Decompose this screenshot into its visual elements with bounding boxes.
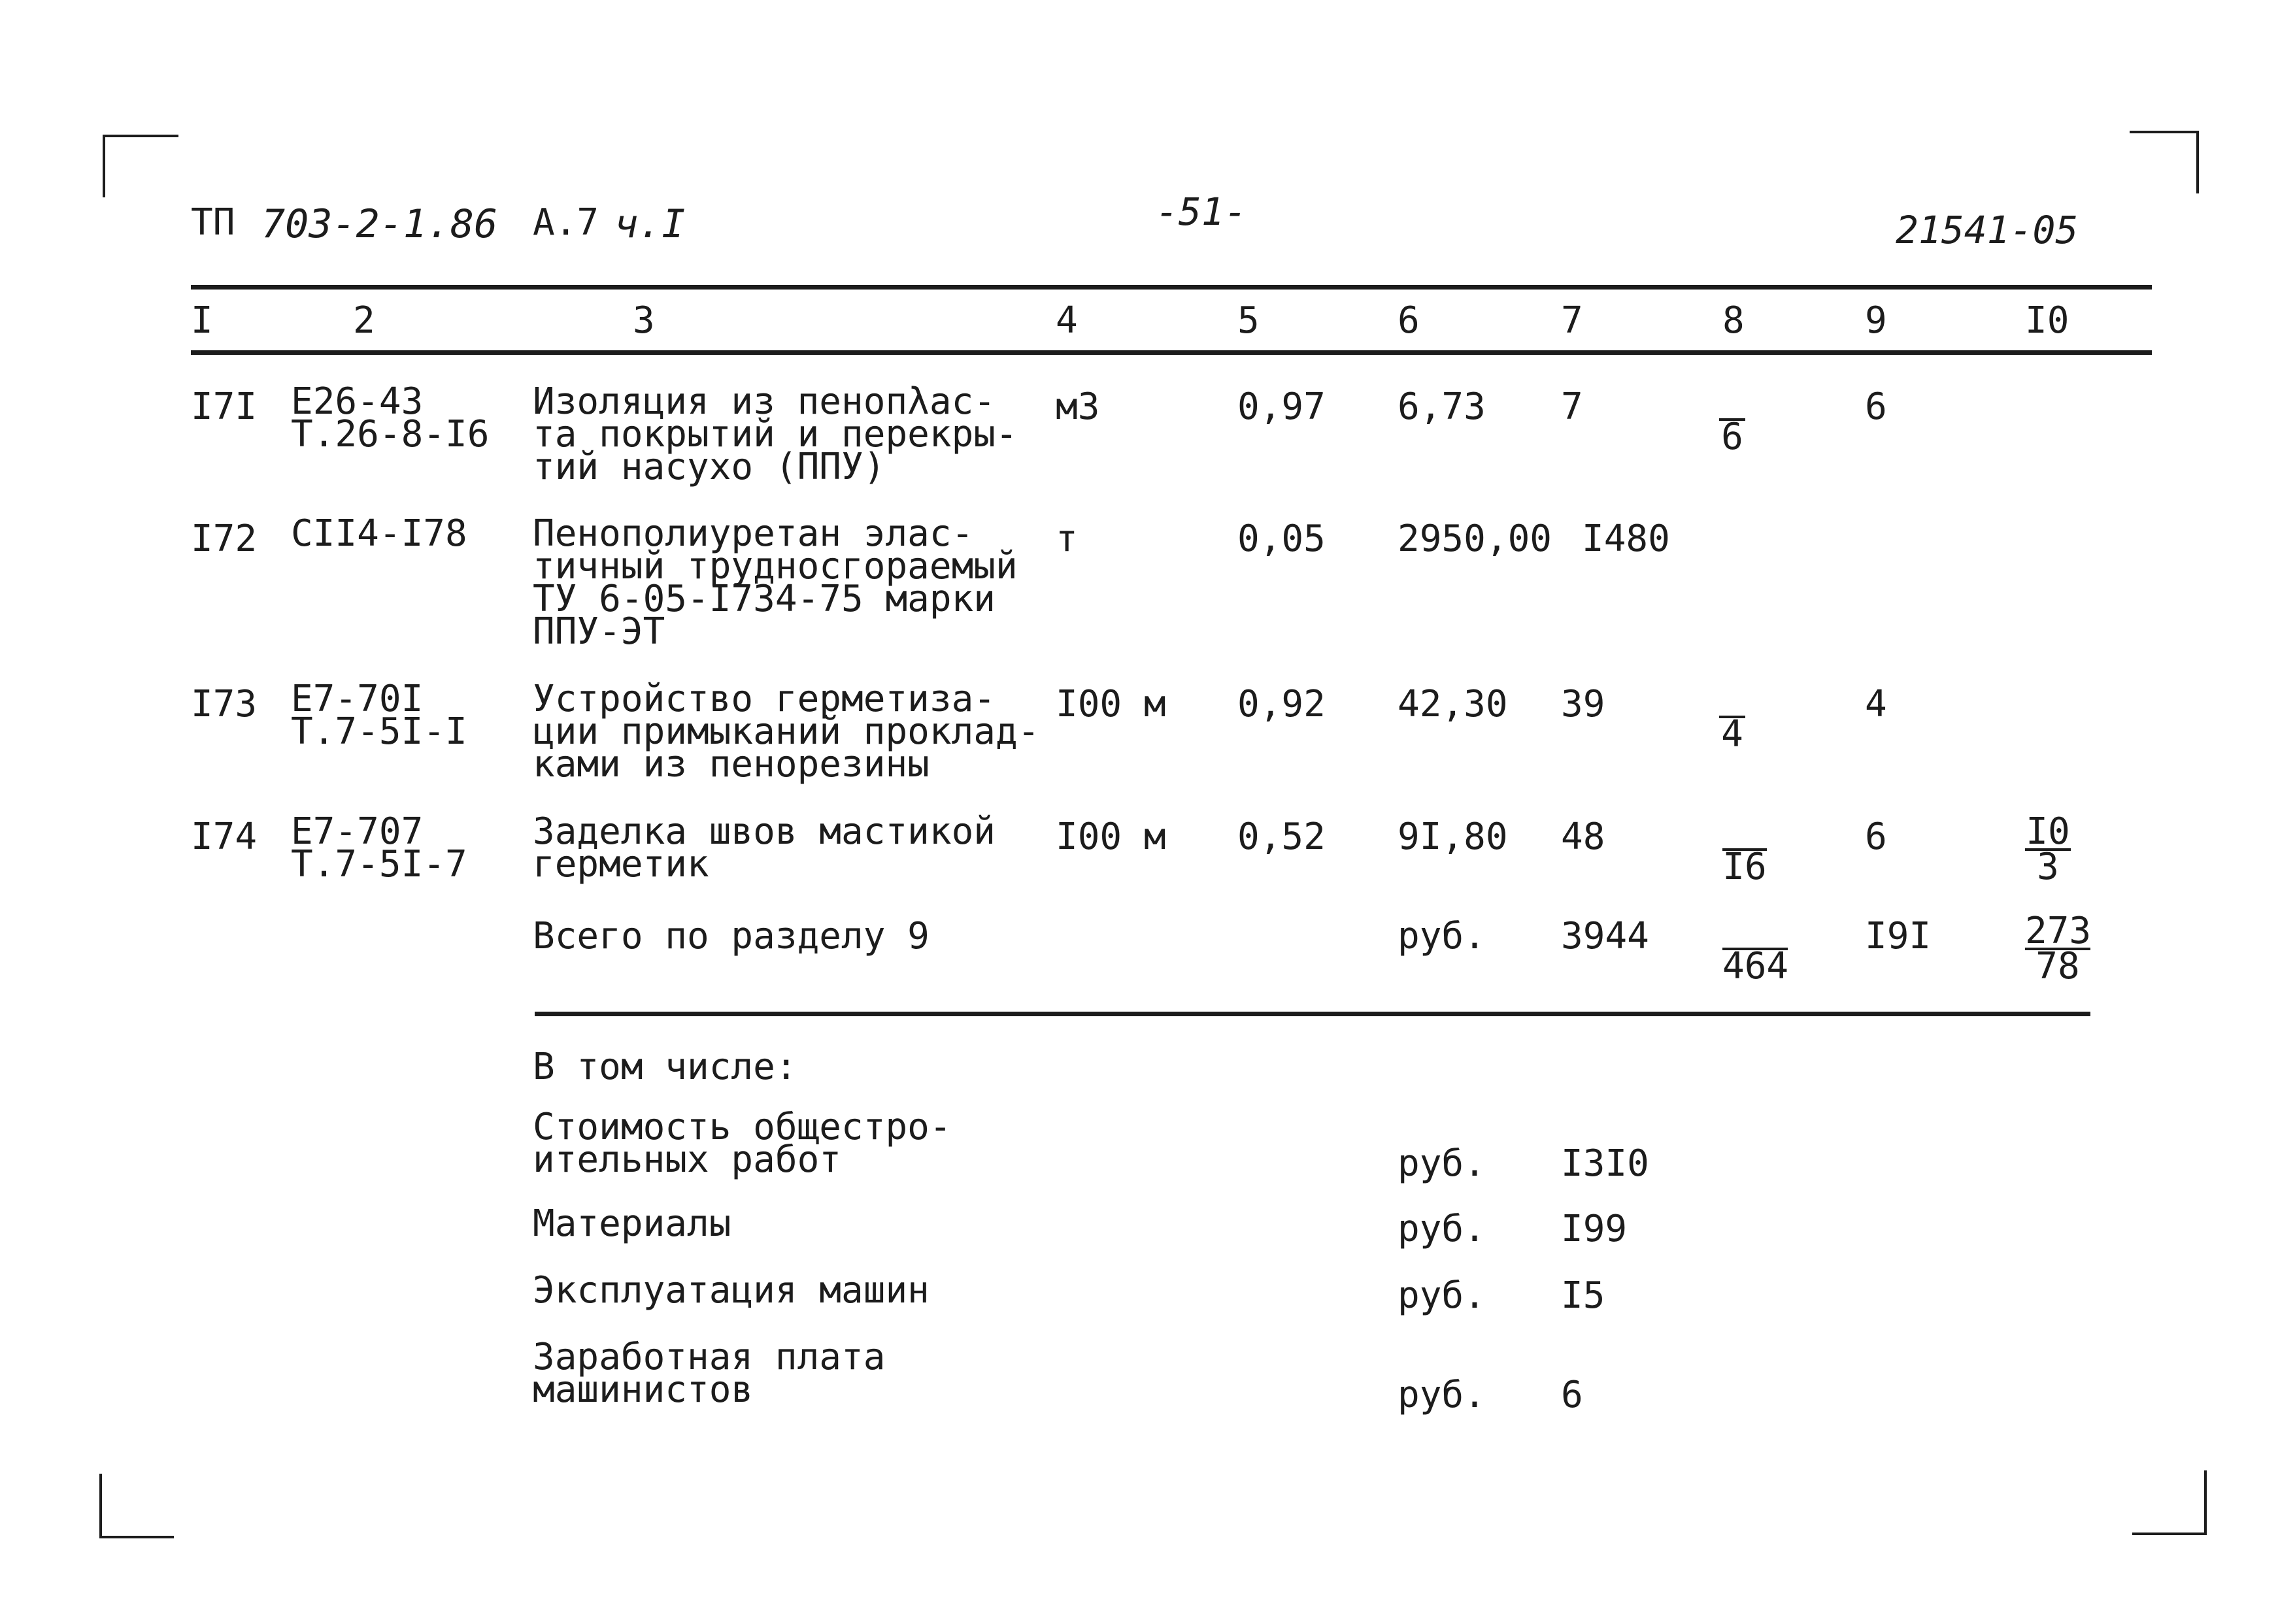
row-unit-price: 42,30 xyxy=(1398,683,1508,725)
col-header-9: 9 xyxy=(1865,299,1887,342)
section-total-rule xyxy=(535,1012,2090,1016)
breakdown-unit: руб. xyxy=(1398,1142,1486,1185)
breakdown-unit: руб. xyxy=(1398,1374,1486,1416)
fraction-denominator: 4 xyxy=(1721,713,1743,755)
row-number: I72 xyxy=(191,518,258,560)
name-line: ции примыканий проклад- xyxy=(533,710,1040,753)
name-line: Устройство герметиза- xyxy=(533,678,996,720)
col-header-1: I xyxy=(191,299,213,342)
breakdown-value: I99 xyxy=(1561,1208,1628,1250)
col-header-5: 5 xyxy=(1237,299,1260,342)
fraction-denominator: 78 xyxy=(2035,945,2080,987)
breakdown-unit: руб. xyxy=(1398,1208,1486,1250)
section-total-label: Всего по разделу 9 xyxy=(533,915,930,957)
label-line: машинистов xyxy=(533,1368,754,1411)
row-unit: т xyxy=(1056,518,1078,560)
section-total-cost: 3944 xyxy=(1561,915,1649,957)
name-line: тий насухо (ППУ) xyxy=(533,446,886,488)
breakdown-label xyxy=(533,1202,731,1245)
project-number: 703-2-1.86 xyxy=(261,201,498,247)
row-code xyxy=(291,512,467,555)
row-total-cost: 7 xyxy=(1561,386,1583,428)
row-col9: 4 xyxy=(1865,683,1887,725)
name-line: ППУ-ЭТ xyxy=(533,610,665,653)
breakdown-value: I5 xyxy=(1561,1274,1605,1317)
row-code xyxy=(291,678,467,753)
row-number: I73 xyxy=(191,683,258,725)
fraction-denominator: 6 xyxy=(1721,416,1743,458)
table-header-rule xyxy=(191,350,2152,355)
corner-mark-bottom-right xyxy=(2132,1470,2207,1535)
fraction-denominator: 3 xyxy=(2037,846,2059,888)
name-line: ками из пенорезины xyxy=(533,743,930,786)
code-line: Т.7-5I-I xyxy=(291,710,467,753)
row-code xyxy=(291,810,467,886)
corner-mark-top-right xyxy=(2130,131,2199,193)
table-top-rule xyxy=(191,285,2152,290)
row-quantity: 0,52 xyxy=(1237,816,1326,858)
page-number: -51- xyxy=(1156,190,1247,234)
row-name xyxy=(533,380,1018,488)
name-line: герметик xyxy=(533,843,709,886)
row-col8-fraction xyxy=(1722,816,1767,888)
label-line: Заработная плата xyxy=(533,1336,886,1378)
code-line: Е26-43 xyxy=(291,380,424,423)
row-unit: I00 м xyxy=(1056,816,1166,858)
row-name xyxy=(533,810,996,886)
label-line: Материалы xyxy=(533,1202,731,1245)
row-total-cost: I480 xyxy=(1582,518,1670,560)
row-col8-fraction xyxy=(1719,386,1745,458)
row-unit-price: 6,73 xyxy=(1398,386,1486,428)
name-line: та покрытий и перекры- xyxy=(533,413,1018,456)
breakdown-value: I3I0 xyxy=(1561,1142,1649,1185)
col-header-4: 4 xyxy=(1056,299,1078,342)
code-line: Т.7-5I-7 xyxy=(291,843,467,886)
row-name xyxy=(533,512,1018,653)
breakdown-label xyxy=(533,1336,886,1411)
col-header-10: I0 xyxy=(2025,299,2069,342)
row-unit-price: 2950,00 xyxy=(1398,518,1552,560)
col-header-2: 2 xyxy=(353,299,375,342)
corner-mark-bottom-left xyxy=(99,1474,174,1538)
name-line: Изоляция из пенопλас- xyxy=(533,380,996,423)
col-header-8: 8 xyxy=(1722,299,1745,342)
section-total-col8-fraction xyxy=(1722,915,1789,987)
section-total-col10-fraction xyxy=(2025,910,2092,987)
row-col8-fraction xyxy=(1719,683,1745,755)
row-col9: 6 xyxy=(1865,816,1887,858)
code-line: Т.26-8-I6 xyxy=(291,413,490,456)
row-unit-price: 9I,80 xyxy=(1398,816,1508,858)
fraction-denominator: 464 xyxy=(1722,945,1789,987)
fraction-numerator: I0 xyxy=(2026,810,2070,853)
breakdown-unit: руб. xyxy=(1398,1274,1486,1317)
breakdown-label xyxy=(533,1269,930,1312)
row-col9: 6 xyxy=(1865,386,1887,428)
corner-mark-top-left xyxy=(103,135,178,197)
section-total-col9: I9I xyxy=(1865,915,1932,957)
col-header-6: 6 xyxy=(1398,299,1420,342)
inventory-number: 21541-05 xyxy=(1896,208,2079,252)
name-line: Пенополиуретан элас- xyxy=(533,512,974,555)
doc-type-label: ТП xyxy=(191,201,235,244)
row-quantity: 0,05 xyxy=(1237,518,1326,560)
row-name xyxy=(533,678,1040,786)
fraction-numerator: 273 xyxy=(2025,910,2092,952)
col-header-7: 7 xyxy=(1561,299,1583,342)
name-line: ТУ 6-05-I734-75 марки xyxy=(533,578,996,620)
label-line: Стоимость общестро- xyxy=(533,1106,952,1148)
row-code xyxy=(291,380,490,456)
row-unit: м3 xyxy=(1056,386,1100,428)
breakdown-label xyxy=(533,1106,952,1181)
breakdown-title: В том числе: xyxy=(533,1046,797,1088)
code-line: Е7-70I xyxy=(291,678,424,720)
fraction-denominator: I6 xyxy=(1722,846,1767,888)
code-line: СII4-I78 xyxy=(291,512,467,555)
label-line: Эксплуатация машин xyxy=(533,1269,930,1312)
row-number: I74 xyxy=(191,816,258,858)
code-line: Е7-707 xyxy=(291,810,424,853)
col-header-3: 3 xyxy=(633,299,655,342)
row-total-cost: 39 xyxy=(1561,683,1605,725)
name-line: тичный трудносгораемый xyxy=(533,545,1018,588)
album-number: А.7 xyxy=(533,201,599,244)
section-total-unit: руб. xyxy=(1398,915,1486,957)
row-total-cost: 48 xyxy=(1561,816,1605,858)
row-unit: I00 м xyxy=(1056,683,1166,725)
row-number: I7I xyxy=(191,386,258,428)
row-quantity: 0,92 xyxy=(1237,683,1326,725)
row-col10-fraction xyxy=(2025,810,2071,888)
name-line: Заделка швов мастикой xyxy=(533,810,996,853)
label-line: ительных работ xyxy=(533,1138,842,1181)
row-quantity: 0,97 xyxy=(1237,386,1326,428)
breakdown-value: 6 xyxy=(1561,1374,1583,1416)
album-part: ч.I xyxy=(614,201,686,247)
